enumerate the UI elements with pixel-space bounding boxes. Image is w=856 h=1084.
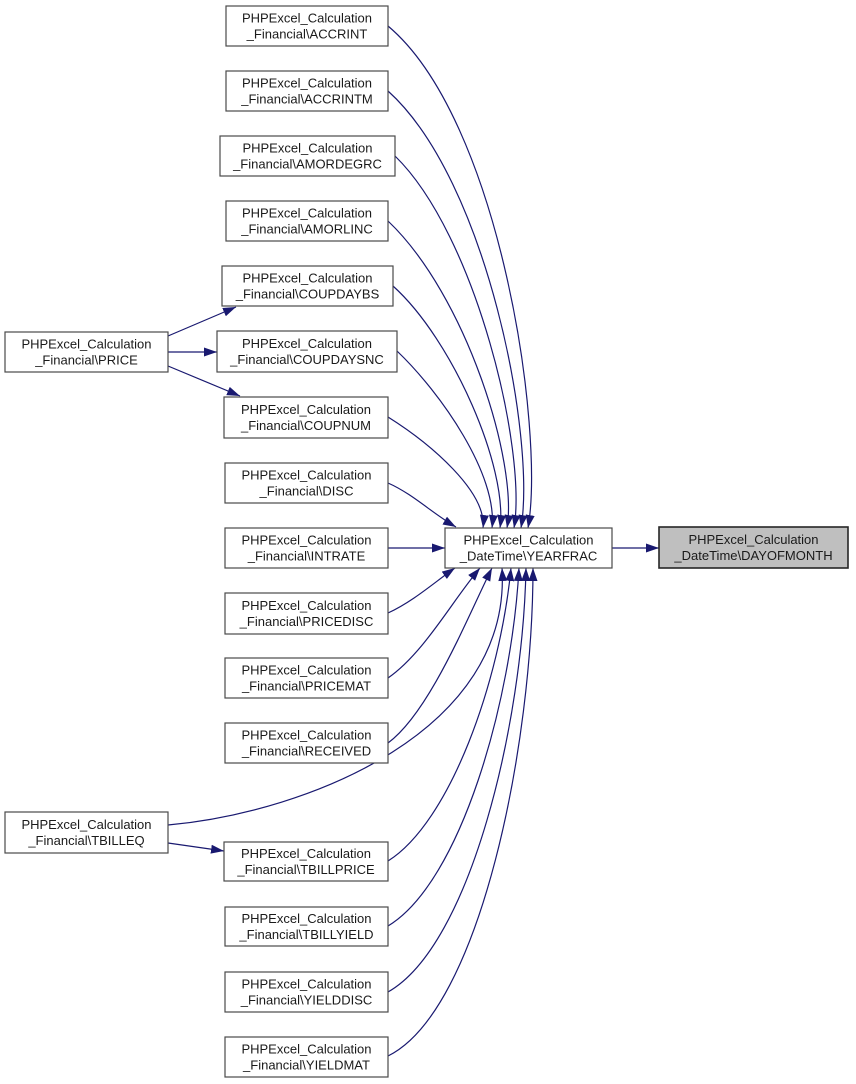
node-accrint[interactable] — [226, 6, 388, 46]
node-label-line-1: PHPExcel_Calculation — [241, 10, 373, 26]
node-dayofmonth[interactable] — [659, 527, 848, 568]
node-label-line-1: PHPExcel_Calculation — [240, 846, 372, 861]
node-label-line-2: _Financial\TBILLPRICE — [237, 862, 375, 877]
node-label-line-2: _Financial\PRICEMAT — [241, 678, 372, 694]
node-tbillprice[interactable] — [224, 842, 388, 881]
node-label-line-2: _Financial\COUPDAYSNC — [230, 352, 384, 367]
node-label-tbilleq — [21, 817, 151, 848]
node-label-line-2: _Financial\INTRATE — [247, 548, 366, 564]
node-label-line-2: _Financial\AMORLINC — [241, 221, 373, 237]
node-yielddisc[interactable] — [225, 972, 388, 1012]
node-price[interactable] — [5, 332, 168, 372]
node-tbilleq[interactable] — [5, 812, 168, 853]
node-label-line-2: _Financial\TBILLYIELD — [239, 927, 374, 942]
node-disc[interactable] — [225, 463, 388, 503]
node-label-line-1: PHPExcel_Calculation — [241, 976, 372, 992]
node-label-line-2: _DateTime\DAYOFMONTH — [674, 548, 833, 563]
node-label-line-2: _Financial\YIELDDISC — [240, 992, 373, 1008]
node-label-pricemat — [241, 663, 372, 694]
node-received[interactable] — [225, 723, 388, 763]
node-label-line-1: PHPExcel_Calculation — [240, 402, 372, 417]
node-label-line-1: PHPExcel_Calculation — [241, 598, 372, 613]
node-label-line-1: PHPExcel_Calculation — [241, 532, 372, 548]
node-label-line-1: PHPExcel_Calculation — [21, 336, 152, 352]
node-label-accrint — [242, 11, 372, 42]
node-label-line-1: PHPExcel_Calculation — [688, 532, 819, 547]
node-label-yearfrac — [459, 533, 598, 564]
node-label-amorlinc — [240, 206, 373, 237]
node-label-yielddisc — [240, 977, 373, 1008]
node-label-received — [241, 728, 372, 759]
edge-coupdaybs-to-yearfrac — [393, 286, 501, 528]
node-label-line-1: PHPExcel_Calculation — [463, 532, 594, 548]
node-label-price — [21, 337, 151, 368]
node-yearfrac[interactable] — [445, 528, 612, 568]
node-label-line-2: _Financial\AMORDEGRC — [233, 156, 382, 172]
node-label-disc — [241, 468, 371, 499]
edge-received-to-yearfrac — [388, 568, 492, 743]
node-yieldmat[interactable] — [225, 1037, 388, 1077]
node-label-dayofmonth — [673, 532, 832, 563]
node-label-line-1: PHPExcel_Calculation — [241, 75, 373, 91]
node-tbillyield[interactable] — [225, 907, 388, 946]
edge-tbilleq-to-tbillprice — [168, 843, 224, 851]
node-label-line-2: _Financial\COUPDAYBS — [235, 286, 380, 302]
node-coupnum[interactable] — [224, 397, 388, 438]
node-label-tbillprice — [236, 846, 375, 877]
node-label-coupdaysnc — [229, 336, 384, 367]
node-label-line-1: PHPExcel_Calculation — [241, 205, 373, 221]
node-label-line-2: _Financial\PRICE — [35, 352, 138, 368]
node-label-line-1: PHPExcel_Calculation — [242, 140, 373, 156]
edge-accrint-to-yearfrac — [388, 26, 531, 528]
edge-pricedisc-to-yearfrac — [388, 568, 455, 613]
node-label-line-2: _Financial\PRICEDISC — [239, 614, 374, 629]
node-label-line-1: PHPExcel_Calculation — [241, 467, 372, 483]
edge-coupnum-to-yearfrac — [388, 417, 483, 528]
node-intrate[interactable] — [225, 528, 388, 568]
edge-accrintm-to-yearfrac — [388, 91, 524, 528]
node-label-line-1: PHPExcel_Calculation — [242, 270, 373, 286]
edge-coupdaysnc-to-yearfrac — [397, 351, 492, 528]
node-label-yieldmat — [241, 1042, 371, 1073]
node-label-line-1: PHPExcel_Calculation — [241, 336, 373, 351]
node-label-line-2: _Financial\COUPNUM — [240, 418, 372, 433]
node-label-intrate — [241, 533, 371, 564]
node-amorlinc[interactable] — [226, 201, 388, 241]
node-label-line-1: PHPExcel_Calculation — [241, 662, 372, 678]
node-label-amordegrc — [232, 141, 382, 172]
node-label-line-2: _Financial\YIELDMAT — [243, 1057, 370, 1073]
node-amordegrc[interactable] — [220, 136, 395, 176]
node-label-line-1: PHPExcel_Calculation — [241, 1041, 372, 1057]
node-label-line-1: PHPExcel_Calculation — [241, 727, 372, 743]
node-label-line-2: _Financial\TBILLEQ — [28, 833, 145, 848]
edge-amorlinc-to-yearfrac — [388, 221, 508, 528]
node-coupdaysnc[interactable] — [217, 331, 397, 372]
node-label-pricedisc — [239, 598, 374, 629]
node-coupdaybs[interactable] — [222, 266, 393, 306]
edge-tbillprice-to-yearfrac — [388, 568, 511, 861]
nodes-layer — [5, 6, 848, 1077]
node-label-line-1: PHPExcel_Calculation — [21, 817, 152, 832]
node-label-tbillyield — [238, 911, 373, 942]
node-label-line-2: _Financial\ACCRINTM — [241, 91, 373, 107]
node-pricemat[interactable] — [225, 658, 388, 698]
node-accrintm[interactable] — [226, 71, 388, 111]
edge-yielddisc-to-yearfrac — [388, 568, 526, 992]
node-label-line-2: _DateTime\YEARFRAC — [459, 548, 598, 564]
node-label-coupdaybs — [235, 271, 380, 302]
node-label-line-2: _Financial\DISC — [259, 483, 354, 499]
node-pricedisc[interactable] — [225, 593, 388, 634]
edge-disc-to-yearfrac — [388, 483, 456, 527]
node-label-coupnum — [240, 402, 371, 433]
edge-tbillyield-to-yearfrac — [388, 568, 519, 926]
node-label-line-1: PHPExcel_Calculation — [241, 911, 372, 926]
node-label-line-2: _Financial\ACCRINT — [246, 26, 368, 42]
node-label-line-2: _Financial\RECEIVED — [241, 743, 372, 759]
node-label-accrintm — [240, 76, 372, 107]
